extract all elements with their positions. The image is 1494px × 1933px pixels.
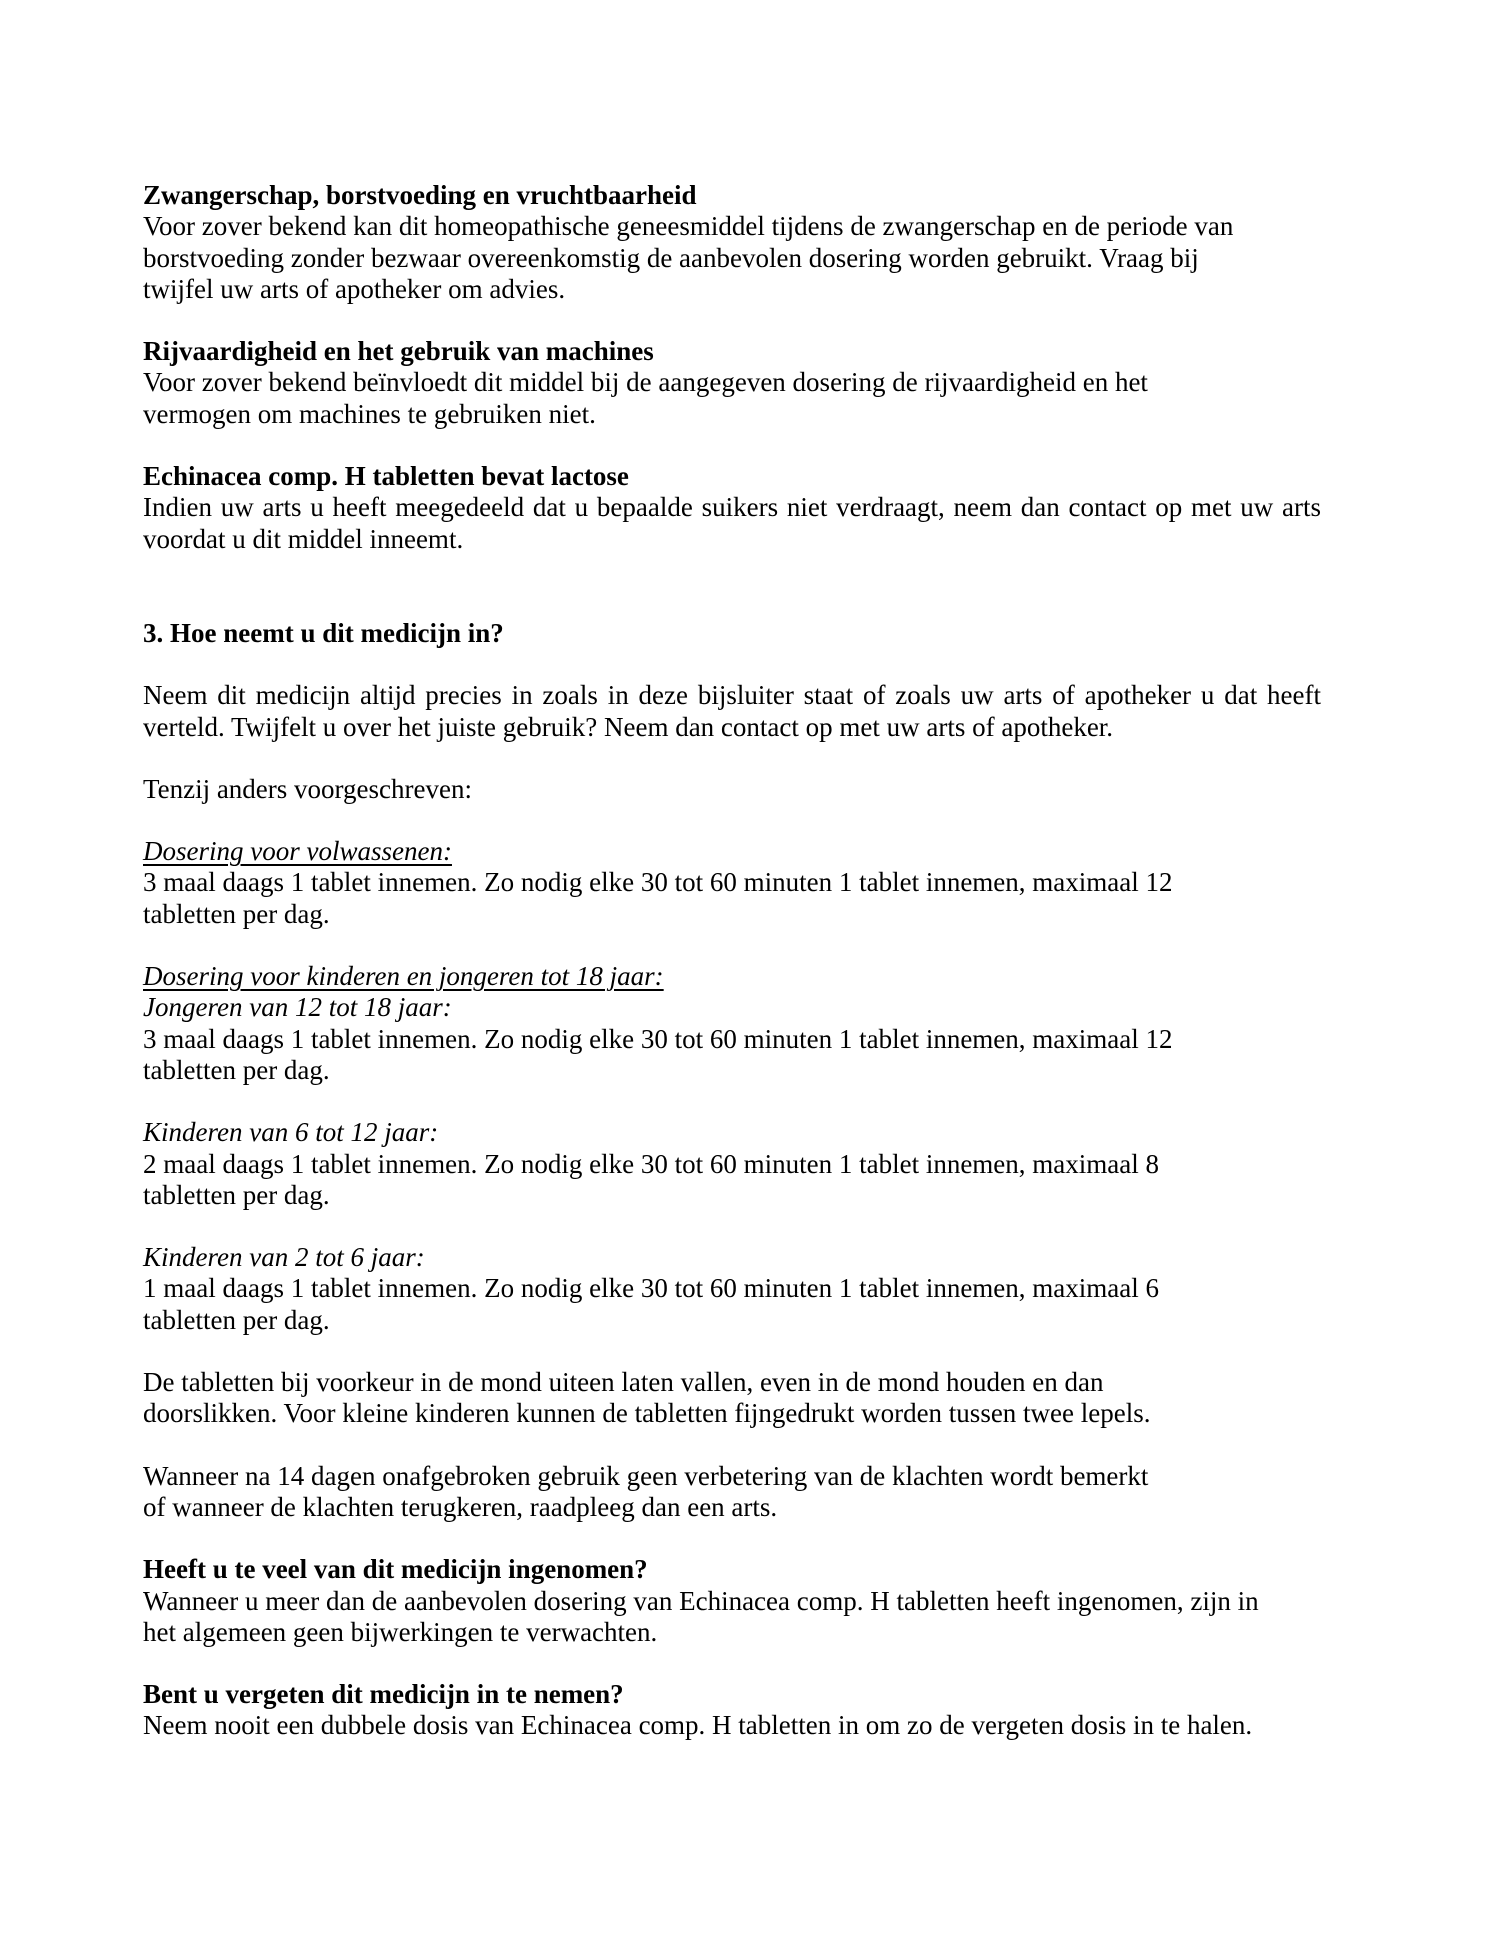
section-lactose: [143, 461, 1321, 555]
paragraph-14-days-advice: [143, 1461, 1321, 1524]
section-heading-pregnancy: Zwangerschap, borstvoeding en vruchtbaarheid: [143, 180, 697, 210]
text-line: Voor zover bekend kan dit homeopathische geneesmiddel tijdens de zwangerschap en de periode van: [143, 211, 1234, 242]
dosage-subheading-6-12: Kinderen van 6 tot 12 jaar:: [143, 1117, 439, 1148]
text-line: 3 maal daags 1 tablet innemen. Zo nodig elke 30 tot 60 minuten 1 tablet innemen, maximaal 12: [143, 867, 1173, 898]
section-pregnancy: [143, 180, 1321, 305]
section-overdose: [143, 1554, 1321, 1648]
dosage-subheading-12-18: Jongeren van 12 tot 18 jaar:: [143, 992, 452, 1023]
text-line: tabletten per dag.: [143, 898, 330, 929]
text-line: 2 maal daags 1 tablet innemen. Zo nodig elke 30 tot 60 minuten 1 tablet innemen, maximaal 8: [143, 1148, 1159, 1179]
text-line: Neem dit medicijn altijd precies in zoals in deze bijsluiter staat of zoals uw arts of apotheker u dat heeft: [143, 680, 1321, 711]
dosage-heading-adults: Dosering voor volwassenen:: [143, 836, 452, 867]
text-line: De tabletten bij voorkeur in de mond uiteen laten vallen, even in de mond houden en dan: [143, 1367, 1104, 1398]
section-driving: [143, 336, 1321, 430]
paragraph-tablet-instructions: [143, 1367, 1321, 1430]
text-line: vermogen om machines te gebruiken niet.: [143, 398, 596, 429]
text-line: Wanneer u meer dan de aanbevolen dosering van Echinacea comp. H tabletten heeft ingenomen, zijn in: [143, 1585, 1259, 1616]
dosage-subheading-2-6: Kinderen van 2 tot 6 jaar:: [143, 1242, 425, 1273]
text-line: verteld. Twijfelt u over het juiste gebruik? Neem dan contact op met uw arts of apotheker.: [143, 711, 1114, 742]
text-line: Voor zover bekend beïnvloedt dit middel bij de aangegeven dosering de rijvaardigheid en het: [143, 367, 1148, 398]
text-line: Neem nooit een dubbele dosis van Echinacea comp. H tabletten in om zo de vergeten dosis in te halen.: [143, 1710, 1253, 1741]
text-line: of wanneer de klachten terugkeren, raadpleeg dan een arts.: [143, 1491, 778, 1522]
text-line: Tenzij anders voorgeschreven:: [143, 773, 472, 804]
text-line: borstvoeding zonder bezwaar overeenkomstig de aanbevolen dosering worden gebruikt. Vraag bij: [143, 242, 1199, 273]
text-line: twijfel uw arts of apotheker om advies.: [143, 273, 566, 304]
section-dosage-adults: [143, 836, 1321, 930]
section-heading-driving: Rijvaardigheid en het gebruik van machines: [143, 336, 654, 367]
section-heading-missed-dose: Bent u vergeten dit medicijn in te nemen?: [143, 1679, 624, 1710]
section-dosage-children-12-18: [143, 961, 1321, 1086]
text-line: doorslikken. Voor kleine kinderen kunnen de tabletten fijngedrukt worden tussen twee lepels.: [143, 1398, 1151, 1429]
paragraph-unless-prescribed: [143, 774, 1321, 805]
section-dosage-children-6-12: [143, 1117, 1321, 1211]
text-line: 3 maal daags 1 tablet innemen. Zo nodig elke 30 tot 60 minuten 1 tablet innemen, maximaal 12: [143, 1023, 1173, 1054]
text-line: Indien uw arts u heeft meegedeeld dat u bepaalde suikers niet verdraagt, neem dan contact op met uw arts: [143, 492, 1321, 523]
text-line: tabletten per dag.: [143, 1304, 330, 1335]
section-heading-overdose: Heeft u te veel van dit medicijn ingenomen?: [143, 1554, 648, 1585]
text-line: Wanneer na 14 dagen onafgebroken gebruik geen verbetering van de klachten wordt bemerkt: [143, 1460, 1149, 1491]
section-how-to-take: [143, 618, 1321, 649]
text-line: voordat u dit middel inneemt.: [143, 523, 464, 554]
text-line: tabletten per dag.: [143, 1179, 330, 1210]
text-line: tabletten per dag.: [143, 1054, 330, 1085]
text-line: 1 maal daags 1 tablet innemen. Zo nodig elke 30 tot 60 minuten 1 tablet innemen, maximaal 6: [143, 1273, 1159, 1304]
section-heading-lactose: Echinacea comp. H tabletten bevat lactose: [143, 461, 629, 492]
document-page: [143, 180, 1321, 1742]
text-line: het algemeen geen bijwerkingen te verwachten.: [143, 1616, 658, 1647]
section-missed-dose: [143, 1679, 1321, 1742]
section-dosage-children-2-6: [143, 1242, 1321, 1336]
section-heading-how-to-take: 3. Hoe neemt u dit medicijn in?: [143, 617, 504, 648]
paragraph-usage-advice: [143, 680, 1321, 743]
dosage-heading-children: Dosering voor kinderen en jongeren tot 18 jaar:: [143, 961, 664, 992]
